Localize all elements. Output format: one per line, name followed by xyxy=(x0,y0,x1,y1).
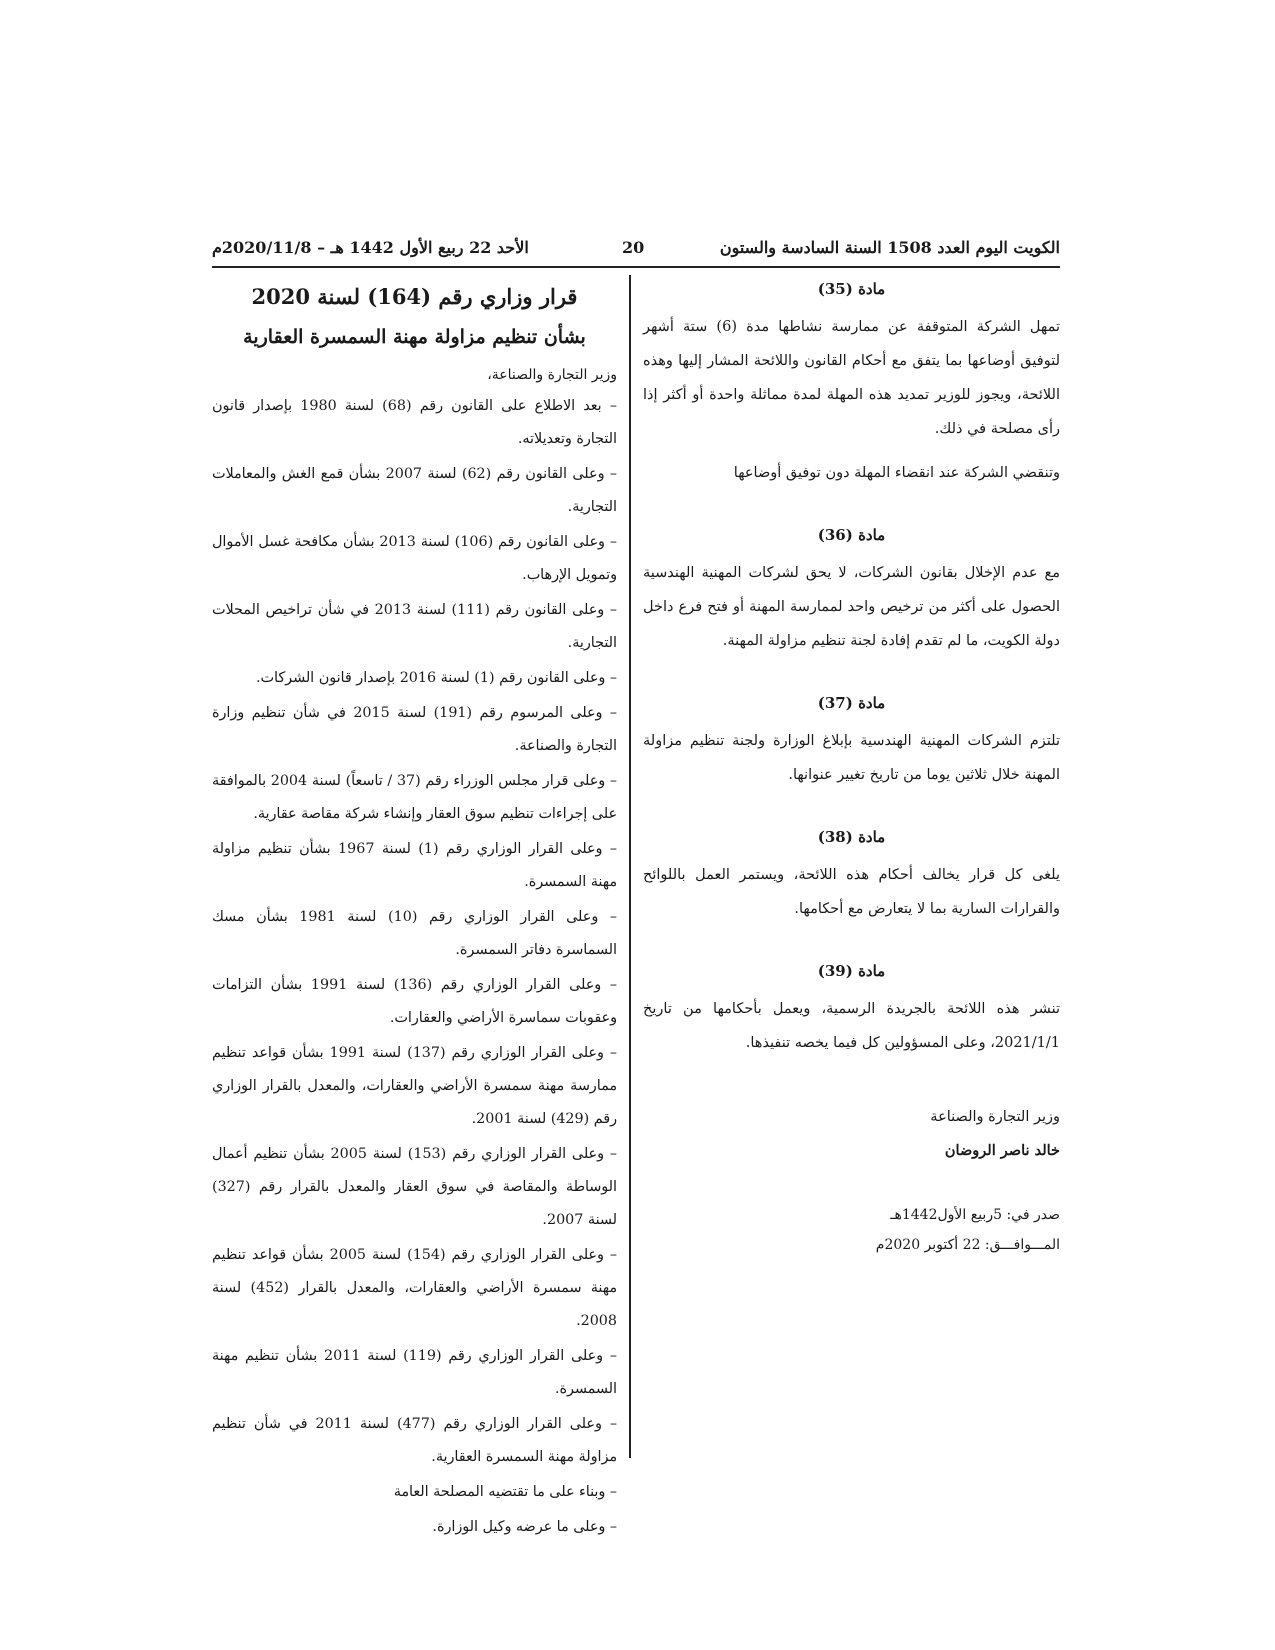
issue-info xyxy=(643,1200,1060,1260)
publication-info: الكويت اليوم العدد 1508 السنة السادسة والستون xyxy=(719,238,1060,257)
issued-hijri: صدر في: 5ربيع الأول1442هـ xyxy=(890,1207,1060,1223)
article-title: مادة (36) xyxy=(817,526,886,544)
article-paragraph: مع عدم الإخلال بقانون الشركات، لا يحق لشركات المهنية الهندسية الحصول على أكثر من ترخيص واحد لممارسة المهنة أو فتح فرع داخل دولة الكويت، ما لم تقدم إفادة لجنة تنظيم مزاولة المهنة. xyxy=(643,565,1060,649)
signatory-name: خالد ناصر الروضان xyxy=(944,1142,1060,1159)
signature-block xyxy=(643,1100,1060,1168)
article-37 xyxy=(643,694,1060,792)
article-paragraph: تنشر هذه اللائحة بالجريدة الرسمية، ويعمل بأحكامها من تاريخ 2021/1/1، وعلى المسؤولين كل فيما يخصه تنفيذها. xyxy=(643,1001,1060,1051)
article-title: مادة (37) xyxy=(817,694,886,712)
right-column xyxy=(643,280,1060,1260)
recital: – وعلى المرسوم رقم (191) لسنة 2015 في شأن تنظيم وزارة التجارة والصناعة. xyxy=(212,705,617,754)
left-column xyxy=(212,280,617,1546)
recital: – وعلى القرار الوزاري رقم (136) لسنة 1991 بشأن التزامات وعقوبات سماسرة الأراضي والعقارات. xyxy=(212,977,617,1026)
recital: – وعلى القانون رقم (106) لسنة 2013 بشأن مكافحة غسل الأموال وتمويل الإرهاب. xyxy=(212,534,617,583)
recital: – وعلى ما عرضه وكيل الوزارة. xyxy=(432,1519,617,1535)
recital: – وعلى القرار الوزاري رقم (137) لسنة 1991 بشأن قواعد تنظيم ممارسة مهنة سمسرة الأراضي والعقارات، والمعدل بالقرار الوزاري رقم (429) لسنة 2001. xyxy=(212,1045,617,1127)
article-paragraph: يلغى كل قرار يخالف أحكام هذه اللائحة، ويستمر العمل باللوائح والقرارات السارية بما لا يتعارض مع أحكامها. xyxy=(643,867,1060,917)
article-paragraph: وتنقضي الشركة عند انقضاء المهلة دون توفيق أوضاعها xyxy=(733,465,1060,481)
recital: – وعلى القانون رقم (62) لسنة 2007 بشأن قمع الغش والمعاملات التجارية. xyxy=(212,466,617,515)
recital: – وعلى قرار مجلس الوزراء رقم (37 / تاسعاً) لسنة 2004 بالموافقة على إجراءات تنظيم سوق العقار وإنشاء شركة مقاصة عقارية. xyxy=(212,773,617,822)
recital: – وعلى القرار الوزاري رقم (154) لسنة 2005 بشأن قواعد تنظيم مهنة سمسرة الأراضي والعقارات، والمعدل بالقرار (452) لسنة 2008. xyxy=(212,1247,617,1329)
issued-gregorian: المـــوافـــق: 22 أكتوبر 2020م xyxy=(875,1237,1060,1253)
article-36 xyxy=(643,526,1060,658)
article-35 xyxy=(643,280,1060,490)
recital: – بعد الاطلاع على القانون رقم (68) لسنة 1980 بإصدار قانون التجارة وتعديلاته. xyxy=(212,398,617,447)
header-rule xyxy=(212,266,1060,268)
article-38 xyxy=(643,828,1060,926)
minister-line: وزير التجارة والصناعة، xyxy=(487,367,617,383)
recital: – وعلى القانون رقم (111) لسنة 2013 في شأن تراخيص المحلات التجارية. xyxy=(212,602,617,651)
article-title: مادة (38) xyxy=(817,828,886,846)
signatory-title: وزير التجارة والصناعة xyxy=(930,1109,1060,1125)
recital: – وبناء على ما تقتضيه المصلحة العامة xyxy=(393,1484,617,1500)
article-title: مادة (39) xyxy=(817,962,886,980)
recital: – وعلى القرار الوزاري رقم (1) لسنة 1967 بشأن تنظيم مزاولة مهنة السمسرة. xyxy=(212,841,617,890)
article-paragraph: تمهل الشركة المتوقفة عن ممارسة نشاطها مدة (6) ستة أشهر لتوفيق أوضاعها بما يتفق مع أحكام القانون واللائحة المشار إليها وهذه اللائحة، ويجوز للوزير تمديد هذه المهلة لمدة مماثلة واحدة أو أكثر إذا رأى مصلحة في ذلك. xyxy=(643,319,1060,437)
recital: – وعلى القانون رقم (1) لسنة 2016 بإصدار قانون الشركات. xyxy=(256,670,617,686)
decree-subtitle: بشأن تنظيم مزاولة مهنة السمسرة العقارية xyxy=(243,326,586,348)
article-title: مادة (35) xyxy=(817,280,886,298)
recital: – وعلى القرار الوزاري رقم (153) لسنة 2005 بشأن تنظيم أعمال الوساطة والمقاصة في سوق العقار والمعدل بالقرار رقم (327) لسنة 2007. xyxy=(212,1146,617,1228)
recital: – وعلى القرار الوزاري رقم (10) لسنة 1981 بشأن مسك السماسرة دفاتر السمسرة. xyxy=(212,909,617,958)
column-divider xyxy=(629,275,631,1458)
recital: – وعلى القرار الوزاري رقم (119) لسنة 2011 بشأن تنظيم مهنة السمسرة. xyxy=(212,1348,617,1397)
article-39 xyxy=(643,962,1060,1060)
page-header xyxy=(212,238,1060,266)
decree-title: قرار وزاري رقم (164) لسنة 2020 xyxy=(251,284,578,309)
page-number: 20 xyxy=(622,238,645,257)
issue-date: الأحد 22 ربيع الأول 1442 هـ – 2020/11/8م xyxy=(212,238,529,257)
article-paragraph: تلتزم الشركات المهنية الهندسية بإبلاغ الوزارة ولجنة تنظيم مزاولة المهنة خلال ثلاثين يوما من تاريخ تغيير عنوانها. xyxy=(643,733,1060,783)
recital: – وعلى القرار الوزاري رقم (477) لسنة 2011 في شأن تنظيم مزاولة مهنة السمسرة العقارية. xyxy=(212,1416,618,1465)
